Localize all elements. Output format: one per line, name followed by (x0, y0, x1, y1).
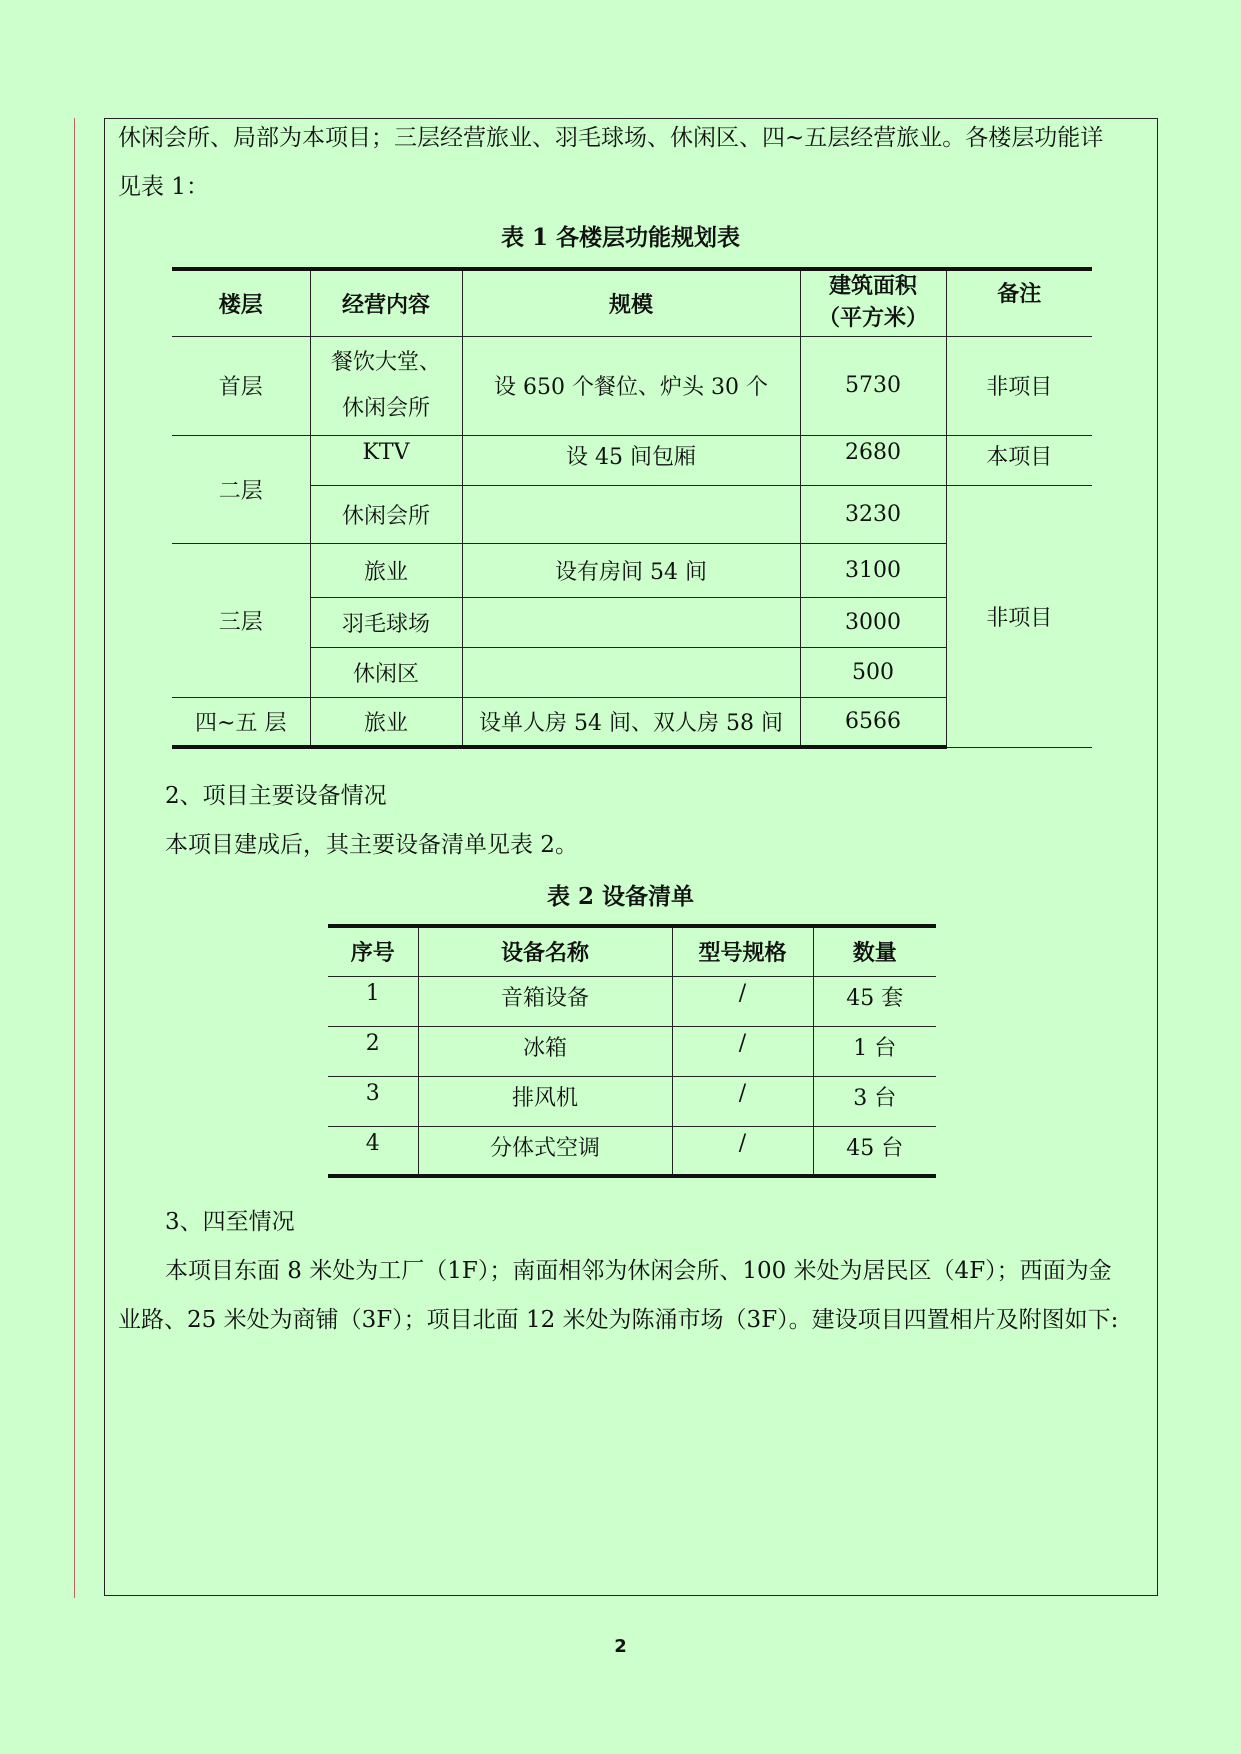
table-row (328, 1026, 936, 1076)
table-row (328, 1126, 936, 1176)
cell-note: 本项目 (946, 435, 1092, 485)
cell-scale (462, 647, 800, 697)
cell-content (310, 336, 462, 435)
cell-content-line1: 餐饮大堂、 (330, 349, 441, 375)
cell-area: 2680 (800, 435, 946, 485)
cell-name: 分体式空调 (418, 1126, 672, 1176)
cell-model: / (672, 976, 813, 1026)
section3-line-2: 业路、25 米处为商铺（3F）；项目北面 12 米处为陈涌市场（3F）。建设项目四置相片及附图如下: (118, 1307, 1119, 1333)
cell-floor: 首层 (172, 336, 310, 435)
cell-model: / (672, 1026, 813, 1076)
margin-line (74, 118, 75, 1598)
cell-floor: 四~五 层 (172, 697, 310, 747)
cell-name: 音箱设备 (418, 976, 672, 1026)
cell-qty: 3 台 (813, 1076, 936, 1126)
table-row (328, 976, 936, 1026)
header-model: 型号规格 (672, 926, 813, 976)
table-row (328, 1076, 936, 1126)
cell-area: 3000 (800, 597, 946, 647)
header-scale: 规模 (462, 269, 800, 336)
header-qty: 数量 (813, 926, 936, 976)
floor-function-table (172, 267, 1092, 749)
cell-scale: 设单人房 54 间、双人房 58 间 (462, 697, 800, 747)
cell-no: 2 (328, 1026, 418, 1076)
cell-area: 5730 (800, 336, 946, 435)
cell-name: 排风机 (418, 1076, 672, 1126)
cell-content: 羽毛球场 (310, 597, 462, 647)
cell-no: 3 (328, 1076, 418, 1126)
cell-note: 非项目 (946, 485, 1092, 747)
table-row (172, 485, 1092, 543)
cell-qty: 45 台 (813, 1126, 936, 1176)
section2-heading: 2、项目主要设备情况 (165, 783, 387, 809)
section3-heading: 3、四至情况 (165, 1209, 295, 1235)
table-row (172, 435, 1092, 485)
cell-qty: 45 套 (813, 976, 936, 1026)
intro-line-1: 休闲会所、局部为本项目；三层经营旅业、羽毛球场、休闲区、四~五层经营旅业。各楼层功能详 (118, 125, 1104, 151)
cell-content: 休闲区 (310, 647, 462, 697)
header-no: 序号 (328, 926, 418, 976)
cell-scale: 设有房间 54 间 (462, 543, 800, 597)
page-number: 2 (614, 1636, 627, 1657)
cell-qty: 1 台 (813, 1026, 936, 1076)
cell-scale: 设 45 间包厢 (462, 435, 800, 485)
intro-line-2: 见表 1： (118, 174, 209, 200)
header-area-line2: （平方米） (817, 306, 928, 332)
cell-content: 旅业 (310, 543, 462, 597)
header-content: 经营内容 (310, 269, 462, 336)
cell-floor: 三层 (172, 543, 310, 697)
cell-no: 4 (328, 1126, 418, 1176)
equipment-table (328, 924, 936, 1178)
table1-caption: 表 1 各楼层功能规划表 (500, 224, 741, 251)
cell-model: / (672, 1076, 813, 1126)
header-area-line1: 建筑面积 (828, 274, 917, 300)
cell-scale (462, 485, 800, 543)
cell-content-line2: 休闲会所 (341, 395, 430, 421)
cell-scale: 设 650 个餐位、炉头 30 个 (462, 336, 800, 435)
cell-no: 1 (328, 976, 418, 1026)
header-name: 设备名称 (418, 926, 672, 976)
cell-name: 冰箱 (418, 1026, 672, 1076)
header-note: 备注 (946, 269, 1092, 336)
section3-line-1: 本项目东面 8 米处为工厂（1F）；南面相邻为休闲会所、100 米处为居民区（4F）；西面为金 (165, 1258, 1112, 1284)
cell-note: 非项目 (946, 336, 1092, 435)
cell-area: 500 (800, 647, 946, 697)
header-floor: 楼层 (172, 269, 310, 336)
cell-scale (462, 597, 800, 647)
table-row (172, 336, 1092, 435)
cell-model: / (672, 1126, 813, 1176)
cell-content: KTV (310, 435, 462, 485)
section2-text: 本项目建成后，其主要设备清单见表 2。 (165, 832, 578, 858)
header-area (800, 269, 946, 336)
cell-content: 旅业 (310, 697, 462, 747)
cell-floor: 二层 (172, 435, 310, 543)
cell-area: 3230 (800, 485, 946, 543)
cell-content: 休闲会所 (310, 485, 462, 543)
table2-caption: 表 2 设备清单 (546, 883, 695, 910)
cell-area: 3100 (800, 543, 946, 597)
cell-area: 6566 (800, 697, 946, 747)
